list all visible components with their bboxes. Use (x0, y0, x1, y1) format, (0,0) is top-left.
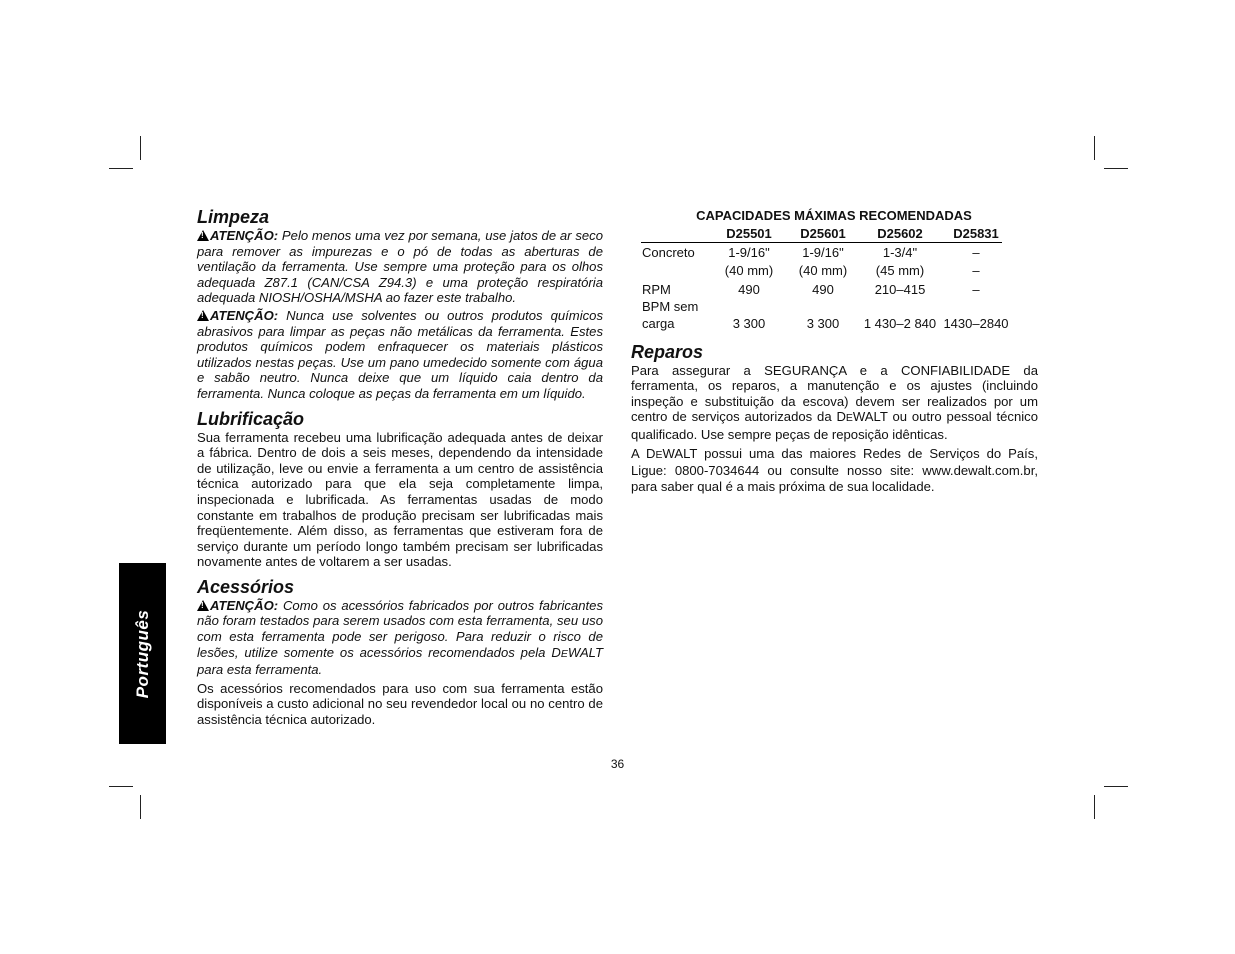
crop-mark (109, 786, 133, 787)
warning-text: Como os acessórios fabricados por outros fabricantes não foram testados para serem usados com esta ferramenta, seu uso com esta ferramenta pode ser perigoso. Para reduzir o risco de lesões, utilize somente os acessórios recomendados pela D (197, 597, 603, 660)
crop-mark (1094, 795, 1095, 819)
table-cell: 3 300 (732, 315, 766, 331)
warning-text: E (560, 647, 568, 660)
section-lubrificacao (197, 408, 603, 570)
language-side-tab (119, 563, 166, 744)
table-cell: (40 mm) (724, 262, 774, 278)
section-limpeza (197, 206, 603, 402)
model-header: D25602 (877, 225, 923, 241)
table-cell: 490 (738, 281, 760, 297)
crop-mark (140, 795, 141, 819)
right-column (631, 206, 1038, 496)
body-text: E (845, 412, 853, 425)
table-cell: 1-3/4" (882, 244, 918, 260)
warning-text: Pelo menos uma vez por semana, use jatos de ar seco para remover as impurezas e o pó de todas as aberturas de ventilação da ferramenta. Use sempre uma proteção para os olhos adequada Z87.1 (CAN/CSA Z94.3) e uma proteção respiratória adequada NIOSH/OSHA/MSHA ao fazer este trabalho. (197, 228, 603, 306)
section-acessorios (197, 576, 603, 728)
body-paragraph (631, 363, 1038, 443)
table-cell: – (972, 281, 980, 297)
body-text: WALT possui uma das maiores Redes de Serviços do País, Ligue: 0800-7034644 ou consulte nosso site: www.dewalt.com.br, para saber qual é a mais próxima de sua localidade. (631, 445, 1038, 494)
row-label: Concreto (642, 244, 695, 260)
section-reparos (631, 341, 1038, 495)
table-cell: 1430–2840 (943, 315, 1009, 331)
warning-paragraph (197, 308, 603, 402)
model-header: D25601 (800, 225, 846, 241)
section-title: Limpeza (197, 207, 270, 227)
table-cell: (40 mm) (798, 262, 848, 278)
table-cell: 1 430–2 840 (863, 315, 937, 331)
header-rule (641, 242, 1002, 243)
model-header: D25831 (953, 225, 999, 241)
table-cell: 1-9/16" (728, 244, 770, 260)
row-label: RPM (642, 281, 671, 297)
warning-icon (197, 230, 209, 241)
body-paragraph (631, 446, 1038, 495)
crop-mark (1104, 786, 1128, 787)
warning-icon (197, 600, 209, 611)
warning-label: ATENÇÃO: (210, 597, 279, 613)
capacities-table-title: CAPACIDADES MÁXIMAS RECOMENDADAS (696, 208, 972, 223)
table-cell: 490 (812, 281, 834, 297)
warning-paragraph (197, 228, 603, 306)
page-number: 36 (610, 757, 625, 771)
row-label: carga (642, 315, 675, 331)
warning-label: ATENÇÃO: (210, 228, 279, 243)
language-tab-label: Português (132, 609, 152, 698)
warning-paragraph (197, 598, 603, 678)
table-cell: 3 300 (806, 315, 840, 331)
body-text: Para assegurar a SEGURANÇA e a CONFIABILIDADE da ferramenta, os reparos, a manutenção e os ajustes (incluindo inspeção e substituição da escova) devem ser realizados por um centro de serviços autorizados da D (631, 362, 1038, 425)
body-paragraph: Os acessórios recomendados para uso com sua ferramenta estão disponíveis a custo adicional no seu revendedor local ou no centro de assistência técnica autorizado. (197, 680, 603, 728)
crop-mark (109, 168, 133, 169)
section-title: Lubrificação (197, 408, 305, 429)
table-cell: – (972, 244, 980, 260)
warning-text: Nunca use solventes ou outros produtos químicos abrasivos para limpar as peças não metálicas da ferramenta. Estes produtos químicos podem enfraquecer os materiais plásticos utilizados nestas peças. Use um pano umedecido somente com água e sabão neutro. Nunca deixe que um líquido caia dentro da ferramenta. Nunca coloque as peças da ferramenta em um líquido. (197, 307, 603, 401)
crop-mark (140, 136, 141, 160)
table-cell: 1-9/16" (802, 244, 844, 260)
table-cell: – (972, 262, 980, 278)
crop-mark (1104, 168, 1128, 169)
warning-label: ATENÇÃO: (210, 307, 279, 323)
body-text: A D (631, 445, 656, 461)
body-text: WALT ou outro pessoal técnico qualificado. Use sempre peças de reposição idênticas. (631, 409, 1038, 442)
model-header: D25501 (726, 225, 772, 241)
table-cell: (45 mm) (875, 262, 925, 278)
section-title: Acessórios (197, 576, 295, 597)
table-cell: 210–415 (874, 281, 926, 297)
crop-mark (1094, 136, 1095, 160)
row-label: BPM sem (642, 298, 699, 314)
left-column (197, 206, 603, 730)
section-title: Reparos (631, 341, 704, 362)
warning-text: WALT para esta ferramenta. (197, 644, 603, 678)
capacities-table (631, 226, 1038, 338)
body-text: E (655, 448, 663, 461)
warning-icon (197, 310, 209, 321)
body-paragraph: Sua ferramenta recebeu uma lubrificação adequada antes de deixar a fábrica. Dentro de dois a seis meses, dependendo da intensidade de utilização, leve ou envie a ferramenta a um centro de assistência técnica autorizado para que ela seja completamente limpa, inspecionada e lubrificada. As ferramentas usadas de modo constante em trabalhos de produção precisam ser lubrificadas mais freqüentemente. Além disso, as ferramentas que estiveram fora de serviço durante um período longo também precisam ser lubrificadas novamente antes de voltarem a ser usadas. (197, 429, 603, 570)
